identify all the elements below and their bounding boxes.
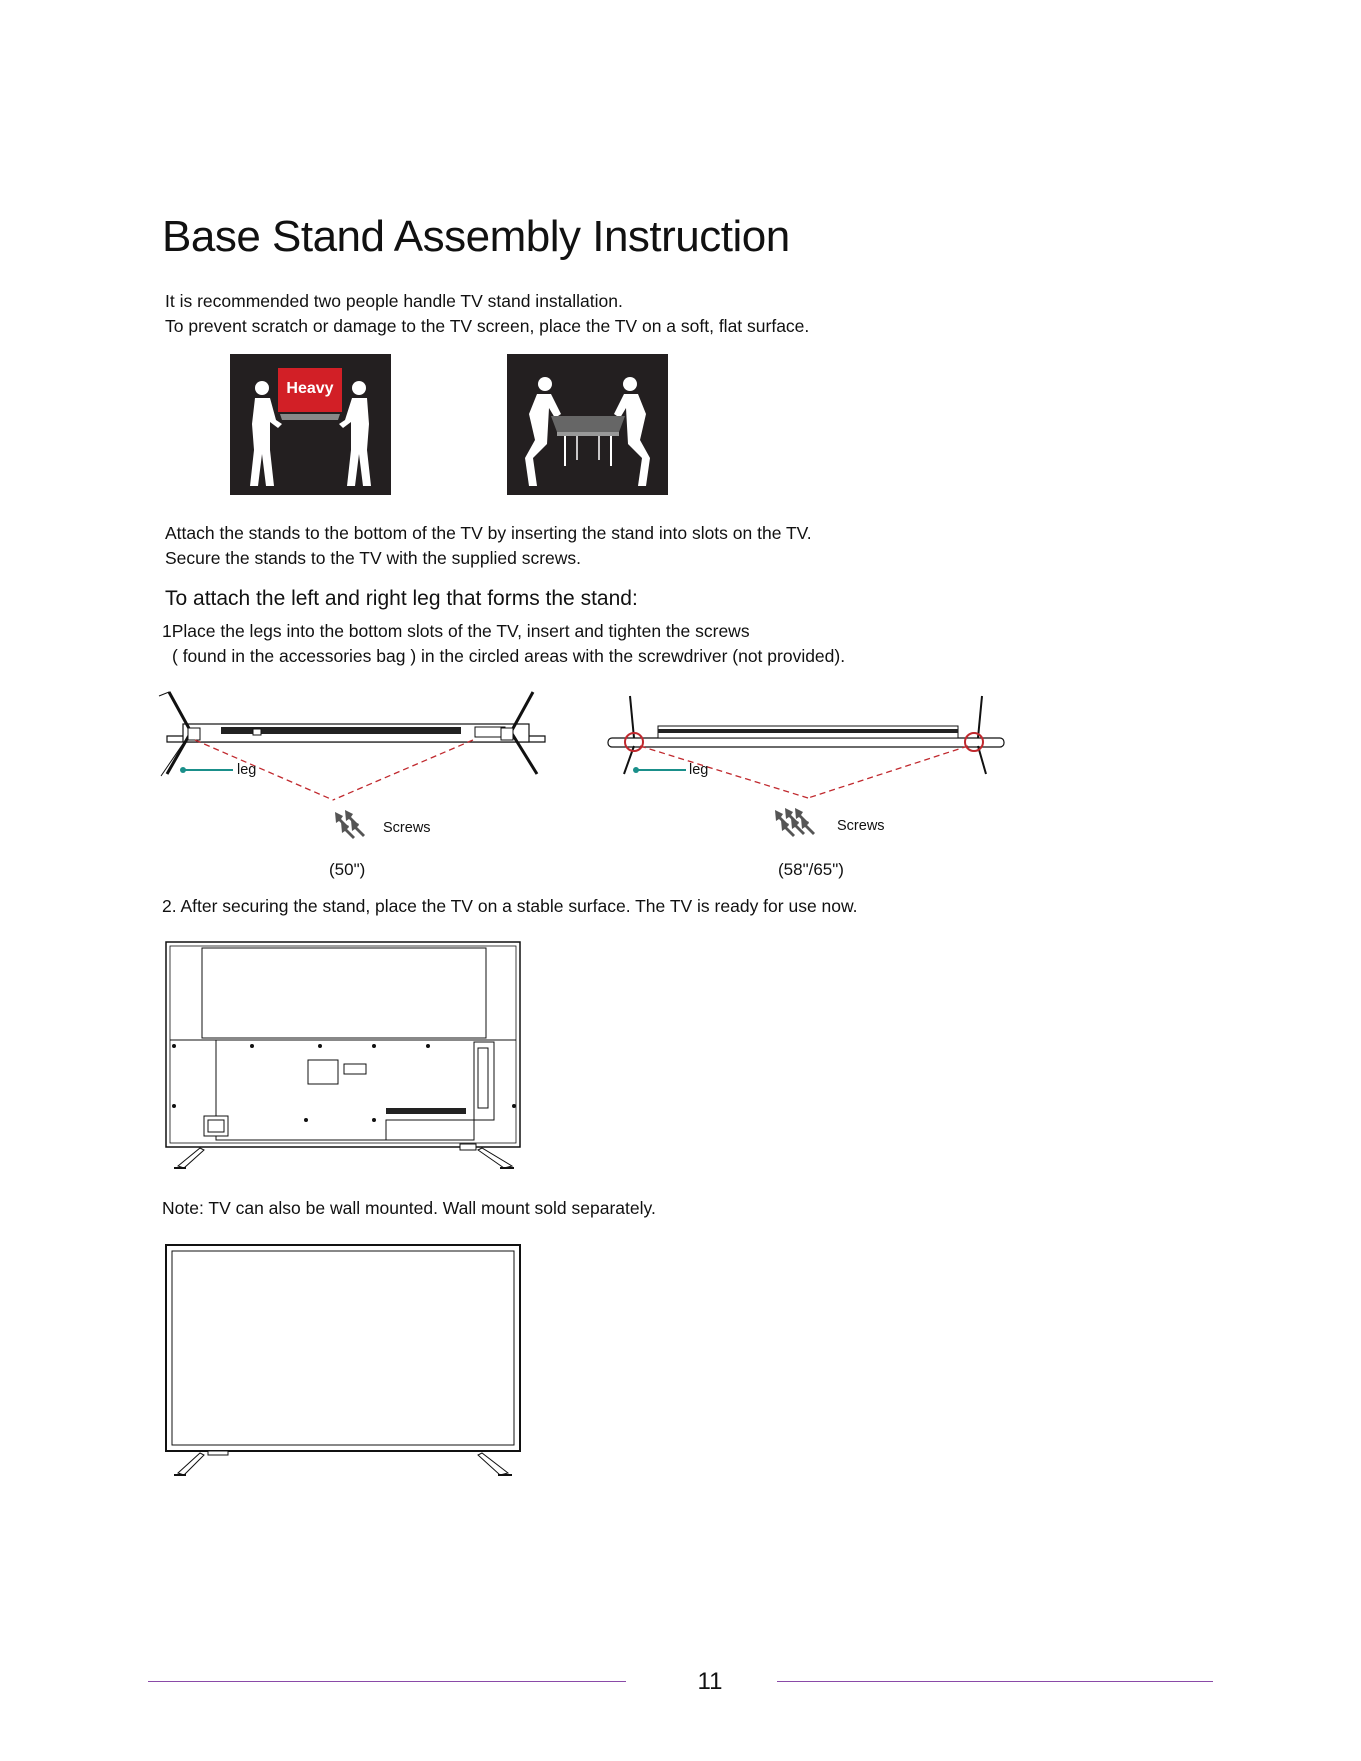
tv-back-illustration (164, 940, 526, 1172)
heavy-badge: Heavy (286, 380, 334, 397)
attach-line-1: Attach the stands to the bottom of the TV by inserting the stand into slots on the TV. (165, 523, 812, 543)
step-1-line-1: 1Place the legs into the bottom slots of the TV, insert and tighten the screws (162, 621, 750, 641)
page-number: 11 (697, 1668, 723, 1695)
diagram-50-inch (155, 684, 555, 884)
leg-label: leg (689, 762, 709, 778)
step-2-text: 2. After securing the stand, place the TV on a stable surface. The TV is ready for use now. (162, 896, 858, 916)
footer-rule-left (148, 1681, 626, 1682)
leg-label: leg (237, 762, 257, 778)
size-label-50: (50") (329, 860, 366, 879)
size-label-58-65: (58"/65") (778, 860, 844, 879)
screws-label: Screws (383, 820, 431, 836)
screws-label: Screws (837, 818, 885, 834)
note-text: Note: TV can also be wall mounted. Wall mount sold separately. (162, 1198, 656, 1218)
two-people-lifting-illustration (230, 354, 391, 495)
tv-bottom-50-icon (155, 684, 555, 884)
tv-rear-with-stand-icon (164, 940, 526, 1172)
attach-line-2: Secure the stands to the TV with the supplied screws. (165, 548, 582, 568)
tv-front-with-stand-icon (164, 1243, 526, 1479)
subheading: To attach the left and right leg that forms the stand: (165, 587, 638, 610)
people-lifting-icon (230, 354, 391, 495)
intro-line-2: To prevent scratch or damage to the TV screen, place the TV on a soft, flat surface. (165, 316, 810, 336)
tv-bottom-58-65-icon (600, 684, 1020, 884)
place-on-table-illustration (507, 354, 668, 495)
page-title: Base Stand Assembly Instruction (162, 212, 790, 261)
tv-front-illustration (164, 1243, 526, 1479)
footer-rule-right (777, 1681, 1213, 1682)
people-placing-tv-icon (507, 354, 668, 495)
diagram-58-65-inch (600, 684, 1020, 884)
intro-line-1: It is recommended two people handle TV stand installation. (165, 291, 623, 311)
step-1-line-2: ( found in the accessories bag ) in the circled areas with the screwdriver (not provided). (172, 646, 846, 666)
